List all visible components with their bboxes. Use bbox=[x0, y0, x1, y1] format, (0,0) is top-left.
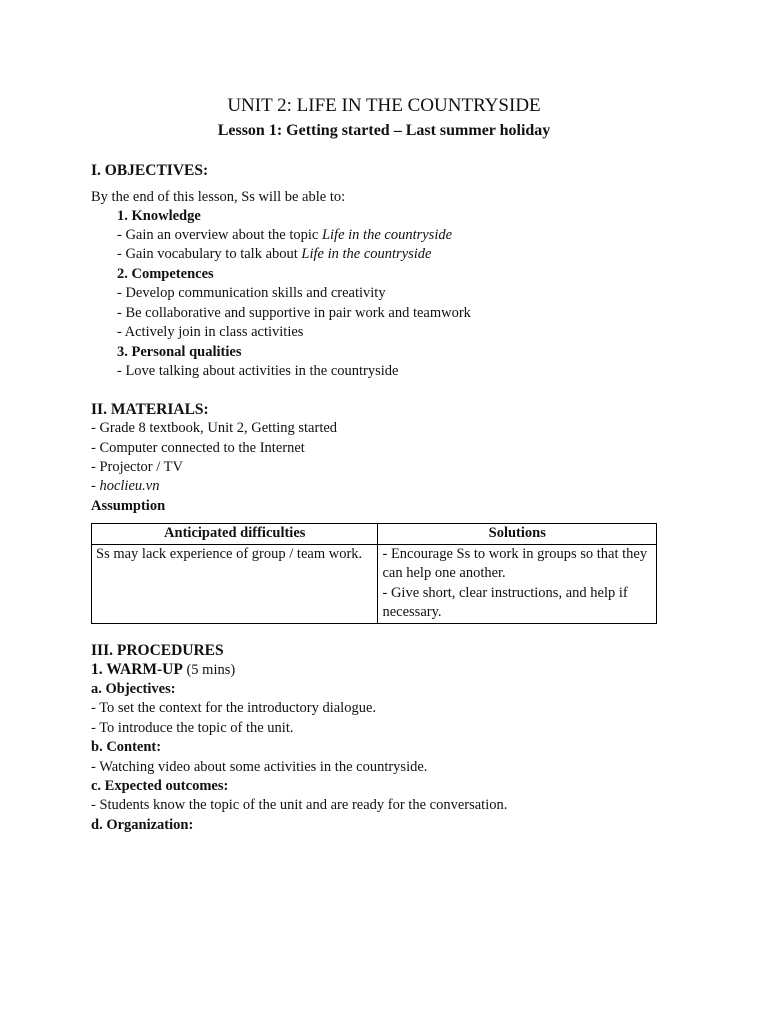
solution-item: - Encourage Ss to work in groups so that they can help one another. bbox=[382, 545, 648, 581]
material-item: - Projector / TV bbox=[91, 459, 183, 475]
knowledge-item-text: - Gain vocabulary to talk about bbox=[117, 246, 302, 262]
competence-item: - Develop communication skills and creativity bbox=[117, 285, 386, 301]
knowledge-heading: 1. Knowledge bbox=[117, 208, 201, 224]
content-heading: b. Content: bbox=[91, 739, 162, 755]
warmup-objective-item: - To introduce the topic of the unit. bbox=[91, 720, 294, 736]
qualities-heading: 3. Personal qualities bbox=[117, 344, 242, 360]
warmup-line bbox=[91, 660, 235, 680]
material-item bbox=[91, 477, 159, 496]
warmup-heading: 1. WARM-UP bbox=[91, 661, 183, 678]
solutions-cell bbox=[378, 544, 657, 623]
solution-item: - Give short, clear instructions, and help if necessary. bbox=[382, 584, 628, 620]
material-item: - Grade 8 textbook, Unit 2, Getting started bbox=[91, 420, 338, 436]
table-row bbox=[92, 544, 657, 623]
unit-title: UNIT 2: LIFE IN THE COUNTRYSIDE bbox=[227, 95, 541, 116]
assumption-heading: Assumption bbox=[91, 498, 166, 514]
organization-heading: d. Organization: bbox=[91, 817, 194, 833]
table-header-difficulties: Anticipated difficulties bbox=[92, 524, 378, 545]
material-item-dash: - bbox=[91, 478, 100, 494]
assumption-table bbox=[91, 523, 657, 624]
objectives-intro: By the end of this lesson, Ss will be able to: bbox=[91, 189, 346, 205]
quality-item: - Love talking about activities in the countryside bbox=[117, 363, 399, 379]
knowledge-item-text: - Gain an overview about the topic bbox=[117, 227, 322, 243]
knowledge-item bbox=[117, 226, 452, 245]
competences-heading: 2. Competences bbox=[117, 266, 214, 282]
lesson-title: Lesson 1: Getting started – Last summer holiday bbox=[217, 122, 551, 139]
competence-item: - Be collaborative and supportive in pair work and teamwork bbox=[117, 305, 471, 321]
outcomes-heading: c. Expected outcomes: bbox=[91, 778, 229, 794]
materials-heading: II. MATERIALS: bbox=[91, 401, 209, 418]
knowledge-item-topic: Life in the countryside bbox=[301, 246, 432, 262]
warmup-objectives-heading: a. Objectives: bbox=[91, 681, 176, 697]
difficulty-cell: Ss may lack experience of group / team work. bbox=[92, 544, 378, 623]
competence-item: - Actively join in class activities bbox=[117, 324, 304, 340]
knowledge-item bbox=[117, 245, 432, 264]
table-header-solutions: Solutions bbox=[378, 524, 657, 545]
material-item: - Computer connected to the Internet bbox=[91, 440, 305, 456]
warmup-objective-item: - To set the context for the introductory dialogue. bbox=[91, 700, 377, 716]
content-item: - Watching video about some activities in the countryside. bbox=[91, 759, 428, 775]
objectives-heading: I. OBJECTIVES: bbox=[91, 162, 209, 179]
table-header-row bbox=[92, 524, 657, 545]
procedures-heading: III. PROCEDURES bbox=[91, 642, 224, 659]
material-item-website: hoclieu.vn bbox=[99, 478, 160, 494]
outcomes-item: - Students know the topic of the unit and are ready for the conversation. bbox=[91, 797, 508, 813]
warmup-time: (5 mins) bbox=[182, 662, 236, 678]
knowledge-item-topic: Life in the countryside bbox=[321, 227, 453, 243]
